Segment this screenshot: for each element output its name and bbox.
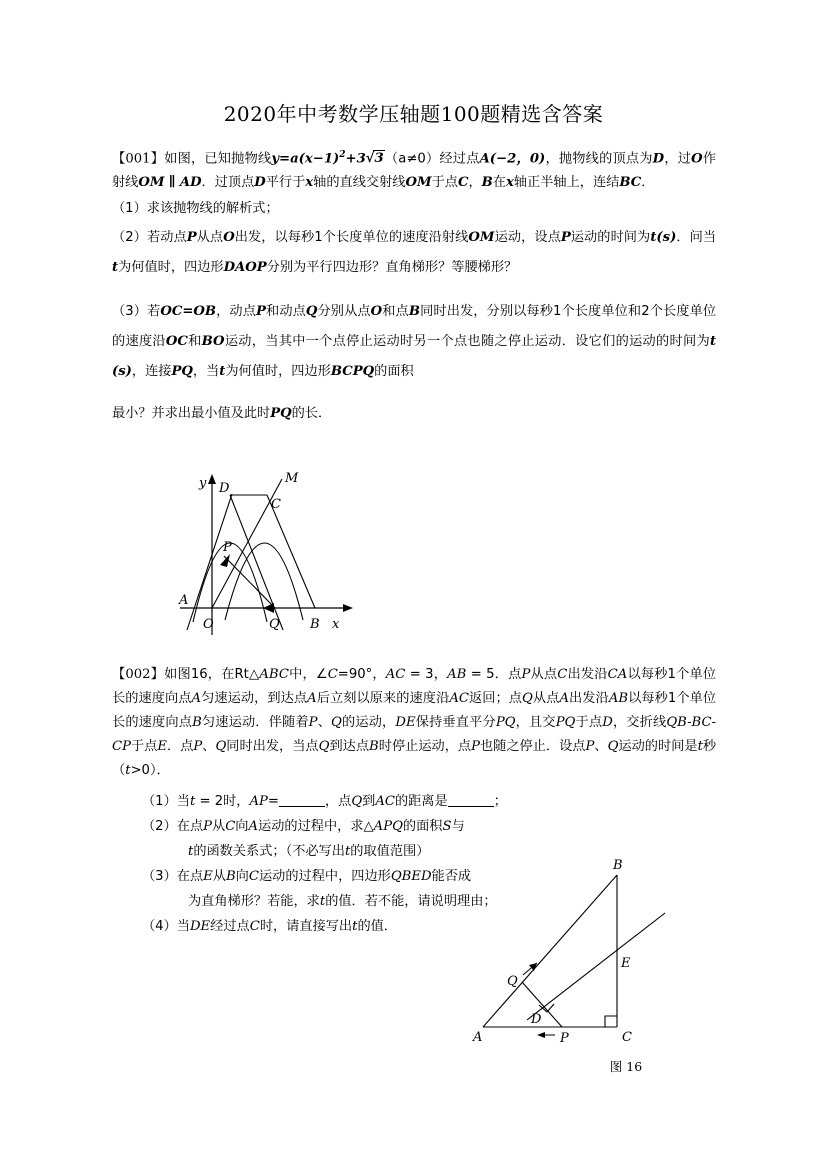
t2b: ，过 [664, 151, 692, 167]
p2q1d: ，点 [324, 794, 352, 809]
fig2-label-B: B [613, 858, 623, 873]
q3n: 的面积 [374, 364, 414, 380]
p2q3-B: B [225, 869, 236, 884]
p2-pt-P5: P [585, 739, 595, 754]
q3i: 运动，当其中一个点停止运动时另一个点也随之 [224, 334, 508, 350]
eq-equals: = [279, 151, 291, 167]
p2-pt-Q4: Q [318, 739, 330, 754]
p2q2c: 向 [235, 819, 249, 834]
p2-pt-Q5: Q [607, 739, 619, 754]
eq-x: x [304, 151, 313, 167]
p2q3d: 运动的过程中，四边形 [258, 869, 391, 884]
fig2-label-C: C [622, 1030, 632, 1045]
p2-l2b: 匀速运动，到达点 [201, 691, 308, 706]
label-y-axis: y [199, 476, 207, 491]
p2-pt-Q: Q [522, 691, 533, 706]
fig2-label-Q: Q [507, 974, 518, 989]
p2-pt-B2: B [369, 739, 379, 754]
figure2-svg [465, 855, 695, 1055]
pt-D2: D [254, 175, 266, 191]
seg-CA: CA [607, 667, 628, 682]
p2q2-C: C [225, 819, 236, 834]
label-O: O [203, 617, 214, 632]
p2q1e: 到 [362, 794, 376, 809]
p2q2a: （2）在点 [142, 819, 204, 834]
q3o: 最小？并求出最小值及此时 [112, 406, 271, 422]
p2-l4i: 到达点 [329, 739, 370, 754]
p2q4-C: C [249, 919, 260, 934]
q3d: 分别从点 [317, 304, 371, 320]
p2-l1e: = 5．点 [466, 667, 522, 682]
t2d: ．过顶点 [201, 175, 255, 191]
t2c: 作射线 [112, 151, 717, 191]
p2-l1d: = 3， [405, 667, 448, 682]
axis-x-ref2: x [505, 175, 514, 191]
pt-B-q3: B [408, 304, 421, 320]
p2q3b: 从 [212, 869, 226, 884]
q2g: ．问当 [676, 230, 717, 246]
p2-var-t: t [697, 739, 703, 754]
p2q3c: 向 [235, 869, 249, 884]
figure-triangle-diagram [465, 855, 741, 1073]
p2-l4d: ，交折线 [612, 715, 667, 730]
ray-OM-q2: OM [468, 230, 495, 246]
pt-B: B [481, 175, 493, 191]
radicand: 3 [374, 151, 384, 167]
p2q2-P: P [203, 819, 213, 834]
problem-002-statement [112, 663, 716, 783]
q3p: 的长． [291, 406, 332, 422]
p2-l2e: 从点 [532, 691, 560, 706]
p2-l4h: 同时出发，当点 [226, 739, 319, 754]
quad-DAOP: DAOP [223, 260, 267, 276]
p2q4-DE: DE [189, 919, 211, 934]
pt-P-q3: P [256, 304, 266, 320]
p2-pt-A2: A [307, 691, 317, 706]
p2-pt-B: B [192, 715, 202, 730]
problem-001-q3-cont [112, 399, 716, 429]
problem-001-statement [112, 143, 716, 195]
p2-l3d: 、 [317, 715, 332, 730]
t2a: 为 [639, 151, 653, 167]
t2g: 于点 [431, 175, 458, 191]
p2-pt-A3: A [559, 691, 569, 706]
seg-PQ: PQ [171, 364, 193, 380]
p2-l4c: 于点 [575, 715, 603, 730]
angle-C: C [327, 667, 338, 682]
q3-equals: = [182, 304, 194, 320]
pt-O-q3: O [370, 304, 383, 320]
label-x-axis: x [332, 617, 340, 632]
problem-001-q3 [112, 297, 716, 387]
p2q1c: = [267, 794, 279, 809]
p2-l5d: 运动的时间是 [618, 739, 698, 754]
p2-pt-Q3: Q [215, 739, 227, 754]
label-D: D [219, 481, 230, 496]
p2q1b: = 2时， [195, 794, 250, 809]
eq-y: y [271, 151, 280, 167]
problem-001-intro-c: ，抛物线的顶点 [545, 151, 640, 167]
answer-blank-1[interactable] [279, 806, 325, 807]
p2-l4e: 于点 [130, 739, 158, 754]
p2q4c: 时，请直接写出 [259, 919, 353, 934]
label-Q: Q [269, 617, 280, 632]
p2q1-t: t [189, 794, 196, 809]
p2q4a: （4）当 [142, 919, 190, 934]
problem-001-tag: 【001】 [112, 151, 165, 167]
eq-exponent: 2 [339, 150, 346, 160]
p2-q1-row [142, 789, 716, 814]
q2c: 出发，以每秒1个长度单位的速度沿射线 [234, 230, 469, 246]
p2-l1a: 如图16，在Rt△ [164, 667, 260, 682]
y-axis-arrow [208, 474, 216, 484]
p2q4d: 的值． [357, 919, 397, 934]
seg-OC2: OC [165, 334, 188, 350]
time-ts-q3: t (s) [112, 334, 717, 380]
p2-l3f: 保持垂直 [415, 715, 470, 730]
q2e: 运动的 [570, 230, 611, 246]
figure1-svg [175, 470, 475, 645]
p2-l3e: 的运动， [341, 715, 396, 730]
p2-l3a: 出发沿 [568, 691, 609, 706]
label-A: A [179, 593, 189, 608]
q3e: 和点 [382, 304, 409, 320]
p2q2-t: t [188, 844, 194, 859]
var-t-q3: t [219, 364, 226, 380]
var-t: t [112, 260, 119, 276]
p2-l5b: 也随之停止．设点 [479, 739, 586, 754]
p2-l4g: 、 [202, 739, 216, 754]
p2-seg-PQ: PQ [495, 715, 516, 730]
p2-l2c: 后立刻以原来的速度沿 [316, 691, 450, 706]
page-title: 2020年中考数学压轴题100题精选含答案 [223, 102, 604, 126]
parallel-symbol: ∥ [168, 175, 176, 191]
problem-001-intro-a: 如图，已知抛物线 [164, 151, 272, 167]
p2-l3b: 以每秒1个单位长的速度向点 [112, 691, 717, 730]
pt-Q: Q [305, 304, 318, 320]
problem-001-intro-b: （a≠0）经过点 [384, 151, 480, 167]
p2-l5c: 、 [594, 739, 608, 754]
polyline-QB-BC-CP: QB-BC-CP [112, 715, 717, 754]
p2q2g: 的函数关系式；（不必写出 [193, 844, 345, 859]
eq-coefficient: 3 [356, 151, 366, 167]
quad-QBED: QBED [390, 869, 432, 884]
q3c: 和动点 [265, 304, 306, 320]
p2q2d: 运动的过程中，求△ [258, 819, 374, 834]
p2-l1f: 从点 [530, 667, 558, 682]
p2q1f: 的距离是 [394, 794, 448, 809]
p2q3-C: C [248, 869, 259, 884]
eq-close-paren: ) [333, 151, 340, 167]
p2-l1c: =90°， [337, 667, 386, 682]
q3b: ，动点 [216, 304, 257, 320]
len-AB: AB [447, 667, 467, 682]
q3m: 为何值时，四边形 [225, 364, 331, 380]
radical-sign: √ [365, 151, 375, 167]
label-B: B [310, 617, 320, 632]
seg-OB: OB [193, 304, 217, 320]
eq-plus: + [345, 151, 357, 167]
p2q3-t: t [319, 894, 326, 909]
tri-APQ: APQ [373, 819, 403, 834]
problem-002-tag: 【002】 [112, 667, 165, 682]
seg-DE: DE [395, 715, 416, 730]
x-axis-arrow [343, 604, 353, 612]
q3j: 停止运动．设它们的运动的时间为 [507, 334, 710, 350]
q3l: ，当 [192, 364, 220, 380]
seg-OC: OC [160, 304, 183, 320]
tri-ABC: ABC [259, 667, 289, 682]
ray-OM: OM [138, 175, 165, 191]
p2-l5f: >0）． [130, 763, 170, 778]
p2-pt-A: A [191, 691, 202, 706]
t2i: 在 [492, 175, 506, 191]
p2q2-t2: t [344, 844, 351, 859]
p2q1g: ； [493, 794, 507, 809]
eq-minus: − [312, 151, 324, 167]
line-DE [527, 913, 665, 1020]
p2q4b: 经过点 [210, 919, 250, 934]
p2-l1g: 出发沿 [567, 667, 608, 682]
pt-O-q2: O [223, 230, 235, 246]
q1-text: （1）求该抛物线的解析式； [112, 201, 279, 217]
q2a: （2）若动点 [112, 230, 187, 246]
label-P: P [223, 540, 232, 555]
p2-l5e: 秒（ [112, 739, 717, 778]
side-AB [483, 875, 617, 1027]
p2q3e: 能否成 [431, 869, 472, 884]
quad-BCPQ: BCPQ [330, 364, 375, 380]
q2i: 分别为平行四边形？直角梯形？等腰梯形？ [266, 260, 518, 276]
label-M: M [285, 471, 299, 486]
q3g: 单位和2个长度单位的速度沿 [112, 304, 717, 350]
right-angle-mark-C [605, 1016, 617, 1027]
answer-blank-2[interactable] [448, 806, 494, 807]
p2-pt-P4: P [471, 739, 480, 754]
p2-pt-P: P [521, 667, 531, 682]
seg-PQ2: PQ [270, 406, 292, 422]
p2q2b: 从 [212, 819, 226, 834]
p2-pt-E: E [157, 739, 167, 754]
p2-l4b: ，且交 [515, 715, 556, 730]
len-AC: AC [385, 667, 406, 682]
p2q1a: （1）当 [142, 794, 190, 809]
p2q2e: 的面积 [402, 819, 443, 834]
pt-D: D [652, 151, 665, 167]
arrow-P-head [537, 1032, 545, 1038]
segment-QP [522, 982, 562, 1027]
p2-seg-PQ2: PQ [555, 715, 576, 730]
q3a: （3）若 [112, 304, 161, 320]
p2-l1b: 中，∠ [288, 667, 328, 682]
pt-P: P [186, 230, 197, 246]
p2-l2a: 秒1个单位长的速度向点 [112, 667, 717, 706]
pt-O: O [691, 151, 703, 167]
p2q2-A: A [248, 819, 259, 834]
seg-BO: BO [201, 334, 225, 350]
p2q2f: 与 [451, 819, 465, 834]
pt-C: C [457, 175, 469, 191]
seg-AB: AB [608, 691, 629, 706]
p2q3-E: E [203, 869, 213, 884]
ray-OM2: OM [405, 175, 432, 191]
t2h: ， [468, 175, 482, 191]
p2-pt-P3: P [193, 739, 203, 754]
eq-one: 1 [323, 151, 334, 167]
p2-pt-D: D [602, 715, 613, 730]
pt-P2: P [560, 230, 571, 246]
seg-AD: AD [179, 175, 202, 191]
problem-001-block [112, 143, 716, 429]
axis-x-ref: x [305, 175, 314, 191]
p2-l5a: 停止运动，点 [391, 739, 472, 754]
p2-var-t2: t [125, 763, 131, 778]
t2e: 平行于 [265, 175, 306, 191]
p2-l4j: 时 [378, 739, 392, 754]
p2-l3c: 匀速运动．伴随着 [201, 715, 309, 730]
arrow-P-motion [220, 554, 230, 567]
area-S: S [442, 819, 452, 834]
figure-parabola-diagram [175, 470, 475, 645]
seg-BC: BC [619, 175, 642, 191]
p2-l4f: ．点 [167, 739, 194, 754]
time-ts: t(s) [650, 230, 677, 246]
q2f: 时间为 [610, 230, 651, 246]
label-C: C [271, 497, 281, 512]
p2q1-AC: AC [375, 794, 395, 809]
problem-001-q1 [112, 197, 716, 221]
p2q3a: （3）在点 [142, 869, 204, 884]
p2-pt-P2: P [308, 715, 318, 730]
q3h: 和 [187, 334, 202, 350]
t3b: ． [641, 175, 655, 191]
q2b: 从点 [196, 230, 224, 246]
figure2-caption: 图 16 [609, 1059, 643, 1074]
q3f: 同时出发，分别以每秒1个长度 [420, 304, 602, 320]
t3a: 轴正半轴上，连结 [513, 175, 620, 191]
p2q2h: 的取值范围） [350, 844, 430, 859]
fig2-label-E: E [621, 956, 631, 971]
q2h: 为何值时，四边形 [118, 260, 224, 276]
q3k: ，连接 [131, 364, 172, 380]
p2q3g: 的值．若不能，请说明理由； [325, 894, 497, 909]
q2d: 运动，设点 [494, 230, 561, 246]
fig2-label-P: P [560, 1031, 569, 1046]
p2q1-AP: AP [249, 794, 268, 809]
p2-pt-C: C [557, 667, 568, 682]
eq-open-paren: ( [298, 151, 305, 167]
problem-001-q2 [112, 223, 716, 283]
p2q1-Q: Q [351, 794, 363, 809]
p2-pt-Q2: Q [331, 715, 342, 730]
fig2-label-D: D [531, 1012, 542, 1027]
p2-l1h: 以每 [627, 667, 655, 682]
point-A-coord: A(−2，0) [479, 151, 546, 167]
p2-q2-row [142, 814, 716, 839]
p2-l2d: 返回；点 [468, 691, 523, 706]
seg-AC: AC [449, 691, 469, 706]
p2q4-t: t [352, 919, 358, 934]
t2f: 轴的直线交射线 [313, 175, 406, 191]
radical-icon [366, 151, 385, 166]
p2q3f: 为直角梯形？若能，求 [188, 894, 320, 909]
fig2-label-A: A [473, 1030, 483, 1045]
p2-l4a: 平分 [469, 715, 496, 730]
eq-a: a [290, 151, 299, 167]
